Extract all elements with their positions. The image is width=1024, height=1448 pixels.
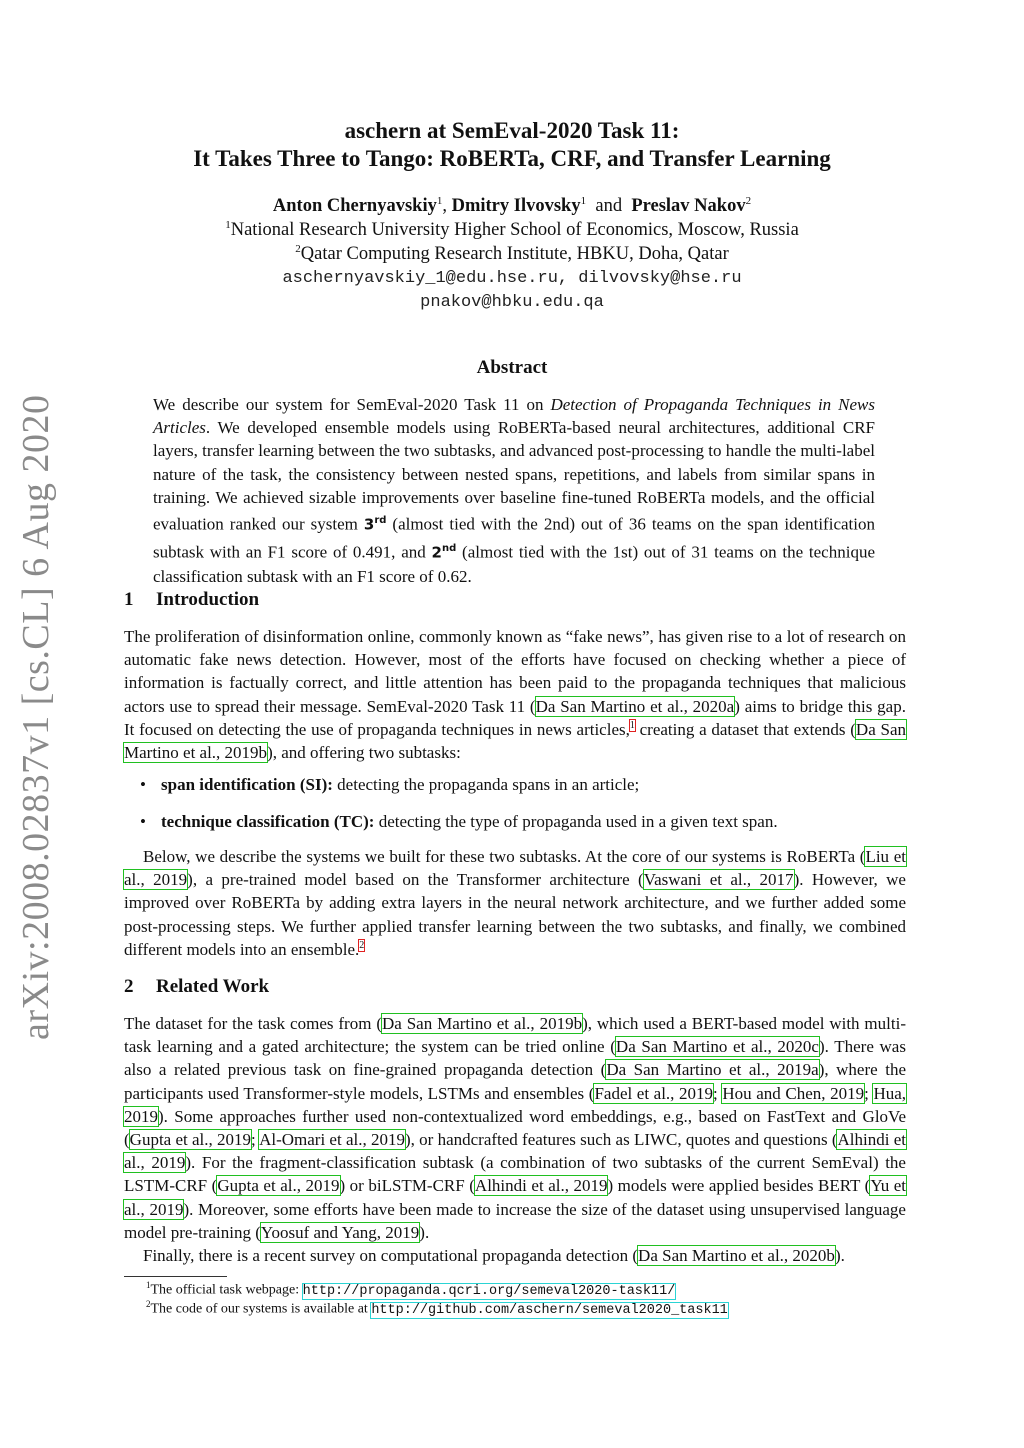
- citation-link[interactable]: Da San Martino et al., 2019b: [124, 719, 906, 763]
- citation-link[interactable]: Vaswani et al., 2017: [643, 870, 794, 890]
- citation-link[interactable]: Da San Martino et al., 2020c: [615, 1037, 819, 1057]
- related-work-paragraph-2: Finally, there is a recent survey on computational propaganda detection (Da San Martino et al., 2020b).: [143, 1246, 845, 1266]
- list-item: • span identification (SI): detecting the propaganda spans in an article;: [140, 775, 640, 794]
- affiliation-text: National Research University Higher School of Economics, Moscow, Russia: [230, 220, 799, 241]
- abstract-body: We describe our system for SemEval-2020 Task 11 on Detection of Propaganda Techniques in News Articles. We developed ensemble models using RoBERTa-based neural architectures, additional CRF layers, transfer learning between the two subtasks, and advanced post-processing to handle the multi-label nature of the task, the consistency between nested spans, repetitions, and labels from similar spans in training. We achieved sizable improvements over baseline fine-tuned RoBERTa models, and the official evaluation ranked our system 3rd (almost tied with the 2nd) out of 36 teams on the span identification subtask with an F1 score of 0.491, and 2nd (almost tied with the 1st) out of 31 teams on the technique classification subtask with an F1 score of 0.62.: [153, 395, 876, 586]
- affiliation-1: [0, 219, 1024, 241]
- citation-link[interactable]: Yu et al., 2019: [124, 1176, 906, 1219]
- citation-link[interactable]: Gupta et al., 2019: [129, 1130, 252, 1150]
- email-line-2: pnakov@hbku.edu.qa: [420, 293, 604, 312]
- author-list: Anton Chernyavskiy$^1$, Dmitry Ilvovsky$^1$ and Preslav Nakov$^2$: [272, 195, 752, 217]
- citation-link[interactable]: Al-Omari et al., 2019: [259, 1130, 405, 1150]
- footnote-divider: [124, 1276, 227, 1277]
- citation-link[interactable]: Hou and Chen, 2019: [722, 1083, 865, 1103]
- paper-title-line-1: aschern at SemEval-2020 Task 11:: [344, 118, 680, 143]
- task-webpage-link[interactable]: http://propaganda.qcri.org/semeval2020-task11/: [302, 1283, 676, 1299]
- affiliation-marker: 1: [225, 219, 231, 231]
- citation-link[interactable]: Liu et al., 2019: [124, 847, 906, 890]
- arxiv-identifier: arXiv:2008.02837v1 [cs.CL] 6 Aug 2020: [15, 394, 57, 1040]
- footnote-1: $^1$The official task webpage: http://propaganda.qcri.org/semeval2020-task11/: [146, 1280, 676, 1299]
- email-line-1: aschernyavskiy_1@edu.hse.ru, dilvovsky@hse.ru: [282, 269, 742, 288]
- affiliation-text: Qatar Computing Research Institute, HBKU, Doha, Qatar: [300, 244, 729, 265]
- rank-tc: 2: [431, 543, 442, 562]
- bullet-icon: •: [140, 812, 146, 831]
- abstract-heading: Abstract: [476, 357, 548, 378]
- intro-paragraph-2: Below, we describe the systems we built for these two subtasks. At the core of our systems is RoBERTa (Liu et al., 2019), a pre-trained model based on the Transformer architecture (Vaswani et al., 2017). However, we improved over RoBERTa by adding extra layers in the neural network architecture, and we further added some post-processing steps. We further applied transfer learning between the two subtasks, and finally, we combined different models into an ensemble.$^2$: [124, 847, 906, 959]
- affiliation-marker: 2: [295, 243, 301, 255]
- footnote-link[interactable]: 2: [359, 940, 365, 952]
- related-work-body: [124, 1012, 906, 1267]
- section-heading-introduction: 1 Introduction: [124, 589, 260, 610]
- paper-title-line-2: It Takes Three to Tango: RoBERTa, CRF, and Transfer Learning: [193, 146, 831, 171]
- citation-link[interactable]: Alhindi et al., 2019: [124, 1130, 906, 1173]
- affiliation-marker: 2: [745, 195, 752, 207]
- code-repository-link[interactable]: http://github.com/aschern/semeval2020_task11: [371, 1302, 728, 1318]
- citation-link[interactable]: Da San Martino et al., 2020b: [638, 1246, 835, 1266]
- author-name: Dmitry Ilvovsky: [451, 196, 581, 217]
- bullet-icon: •: [140, 775, 146, 794]
- affiliation-marker: 1: [580, 195, 587, 207]
- task-name: Detection of Propaganda Techniques in News Articles: [153, 395, 876, 438]
- intro-paragraph-1: The proliferation of disinformation online, commonly known as “fake news”, has given rise to a lot of research on automatic fake news detection. However, most of the efforts have focused on checking whether a piece of information is factually correct, and little attention has been paid to the propaganda techniques that malicious actors use to spread their message. SemEval-2020 Task 11 (Da San Martino et al., 2020a) aims to bridge this gap. It focused on detecting the use of propaganda techniques in news articles,$^1$ creating a dataset that extends (Da San Martino et al., 2019b), and offering two subtasks:: [124, 627, 906, 763]
- section-heading-related-work: 2 Related Work: [124, 976, 270, 997]
- footnote-link[interactable]: 1: [629, 720, 635, 732]
- list-item: • technique classification (TC): detecting the type of propaganda used in a given text span.: [140, 812, 778, 831]
- affiliation-marker: 1: [436, 195, 443, 207]
- footnote-2: $^2$The code of our systems is available at http://github.com/aschern/semeval2020_task11: [146, 1299, 728, 1318]
- citation-link[interactable]: Gupta et al., 2019: [217, 1176, 340, 1196]
- citation-link[interactable]: Hua, 2019: [124, 1083, 907, 1126]
- citation-link[interactable]: Alhindi et al., 2019: [474, 1176, 608, 1196]
- citation-link[interactable]: Da San Martino et al., 2019b: [381, 1014, 583, 1033]
- affiliation-2: [0, 243, 1024, 265]
- author-name: Preslav Nakov: [631, 196, 746, 217]
- citation-link[interactable]: Da San Martino et al., 2019a: [606, 1060, 819, 1080]
- citation-link[interactable]: Fadel et al., 2019: [594, 1083, 714, 1103]
- author-name: Anton Chernyavskiy: [272, 196, 437, 217]
- citation-link[interactable]: Yoosuf and Yang, 2019: [260, 1222, 420, 1242]
- rank-si: 3: [363, 515, 375, 534]
- author-conjunction: and: [595, 196, 623, 217]
- related-work-paragraph-1: The dataset for the task comes from (Da San Martino et al., 2019b), which used a BERT-based model with multi-task learning and a gated architecture; the system can be tried online (Da San Martino et al., 2020c). There was also a related previous task on fine-grained propaganda detection (Da San Martino et al., 2019a), where the participants used Transformer-style models, LSTMs and ensembles (Fadel et al., 2019; Hou and Chen, 2019; Hua, 2019). Some approaches further used non-contextualized word embeddings, e.g., based on FastText and GloVe (Gupta et al., 2019; Al-Omari et al., 2019), or handcrafted features such as LIWC, quotes and questions (Alhindi et al., 2019). For the fragment-classification subtask (a combination of two subtasks of the current SemEval) the LSTM-CRF (Gupta et al., 2019) or biLSTM-CRF (Alhindi et al., 2019) models were applied besides BERT (Yu et al., 2019). Moreover, some efforts have been made to increase the size of the dataset using unsupervised language model pre-training (Yoosuf and Yang, 2019).: [124, 1014, 907, 1242]
- citation-link[interactable]: Da San Martino et al., 2020a: [535, 696, 735, 716]
